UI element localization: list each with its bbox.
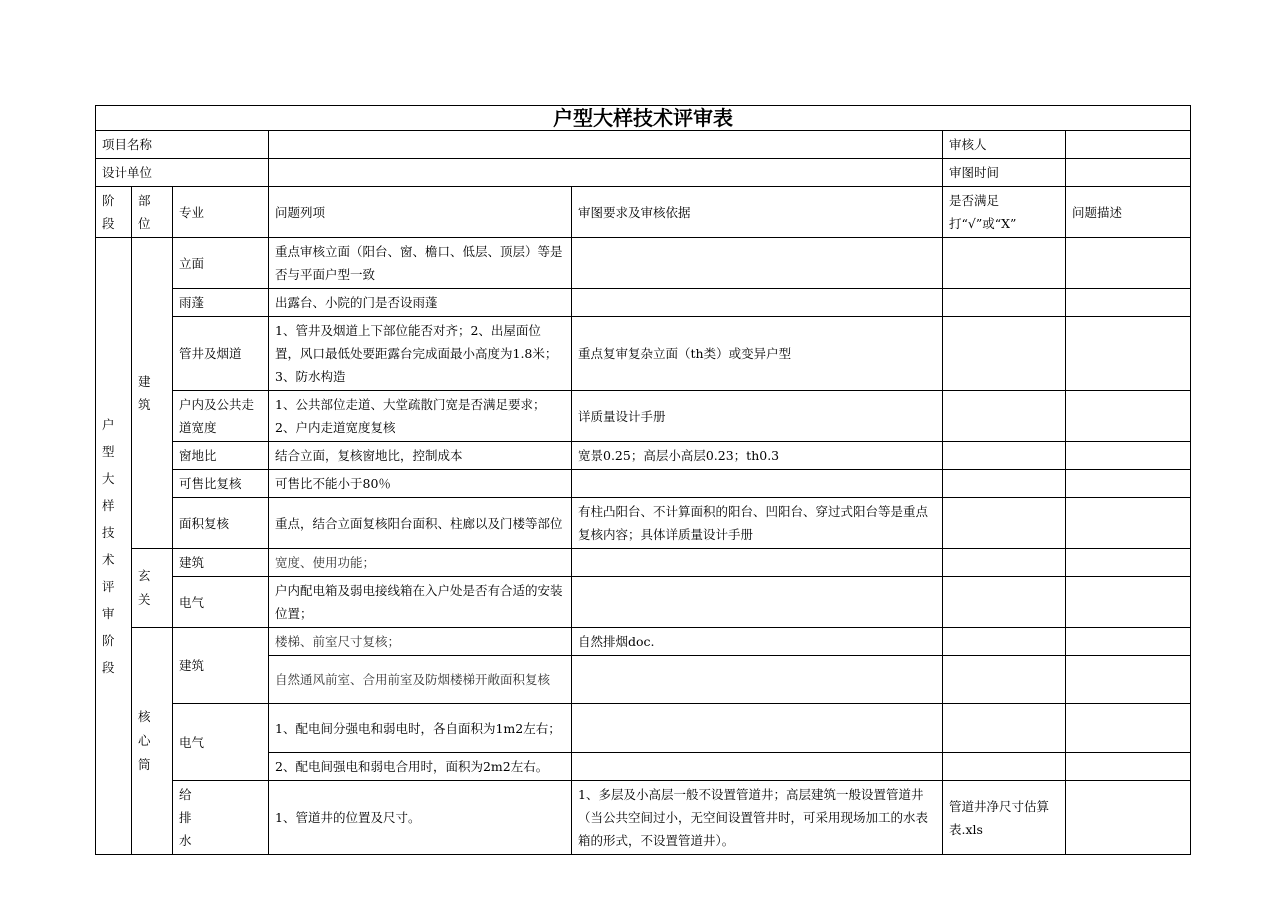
group-core-text: 核心筒	[138, 709, 151, 772]
discipline-entrance-arch: 建筑	[173, 549, 269, 577]
review-time-field[interactable]	[1066, 159, 1191, 187]
discipline-core-elec: 电气	[173, 704, 269, 781]
description-saleable[interactable]	[1066, 470, 1191, 498]
review-table	[95, 105, 1191, 855]
header-issues: 问题列项	[269, 187, 572, 238]
discipline-core-plumb	[173, 781, 269, 855]
header-part	[132, 187, 173, 238]
header-description: 问题描述	[1066, 187, 1191, 238]
header-discipline: 专业	[173, 187, 269, 238]
description-shaft[interactable]	[1066, 317, 1191, 391]
issue-window-ratio: 结合立面，复核窗地比，控制成本	[269, 442, 572, 470]
stage-cell	[96, 238, 132, 855]
requirement-canopy	[572, 289, 943, 317]
description-elevation[interactable]	[1066, 238, 1191, 289]
issue-core-elec-2: 2、配电间强电和弱电合用时，面积为2m2左右。	[269, 753, 572, 781]
discipline-core-arch: 建筑	[173, 628, 269, 704]
requirement-core-plumb: 1、多层及小高层一般不设置管道井；高层建筑一般设置管道井（当公共空间过小，无空间设置管井时，可采用现场加工的水表箱的形式，不设置管道井）。	[572, 781, 943, 855]
satisfied-saleable[interactable]	[943, 470, 1066, 498]
issue-core-plumb: 1、管道井的位置及尺寸。	[269, 781, 572, 855]
satisfied-core-elec-1[interactable]	[943, 704, 1066, 753]
satisfied-canopy[interactable]	[943, 289, 1066, 317]
design-unit-field[interactable]	[269, 159, 943, 187]
header-requirements: 审图要求及审核依据	[572, 187, 943, 238]
group-architecture-text: 建筑	[138, 374, 151, 412]
group-core	[132, 628, 173, 855]
project-name-label: 项目名称	[96, 131, 269, 159]
requirement-core-arch-1[interactable]: 自然排烟doc.	[572, 628, 943, 656]
discipline-window-ratio: 窗地比	[173, 442, 269, 470]
satisfied-window-ratio[interactable]	[943, 442, 1066, 470]
discipline-area: 面积复核	[173, 498, 269, 549]
description-entrance-elec[interactable]	[1066, 577, 1191, 628]
issue-shaft: 1、管井及烟道上下部位能否对齐；2、出屋面位置，风口最低处要距露台完成面最小高度为1.8米；3、防水构造	[269, 317, 572, 391]
stage-text: 户型大样技术评审阶段	[102, 417, 115, 675]
header-satisfied-line1: 是否满足	[949, 193, 1000, 208]
group-entrance-text: 玄关	[138, 568, 151, 607]
issue-area: 重点，结合立面复核阳台面积、柱廊以及门楼等部位	[269, 498, 572, 549]
header-stage	[96, 187, 132, 238]
requirement-core-elec-2	[572, 753, 943, 781]
discipline-canopy: 雨蓬	[173, 289, 269, 317]
description-core-elec-1[interactable]	[1066, 704, 1191, 753]
satisfied-core-plumb-attachment[interactable]: 管道井净尺寸估算表.xls	[943, 781, 1066, 855]
reviewer-label: 审核人	[943, 131, 1066, 159]
requirement-window-ratio: 宽景0.25；高层小高层0.23；th0.3	[572, 442, 943, 470]
discipline-saleable: 可售比复核	[173, 470, 269, 498]
satisfied-elevation[interactable]	[943, 238, 1066, 289]
description-window-ratio[interactable]	[1066, 442, 1191, 470]
discipline-entrance-elec: 电气	[173, 577, 269, 628]
description-canopy[interactable]	[1066, 289, 1191, 317]
description-core-plumb[interactable]	[1066, 781, 1191, 855]
description-core-elec-2[interactable]	[1066, 753, 1191, 781]
issue-core-elec-1: 1、配电间分强电和弱电时，各自面积为1m2左右；	[269, 704, 572, 753]
satisfied-area[interactable]	[943, 498, 1066, 549]
issue-entrance-arch: 宽度、使用功能；	[269, 549, 572, 577]
satisfied-entrance-arch[interactable]	[943, 549, 1066, 577]
requirement-area: 有柱凸阳台、不计算面积的阳台、凹阳台、穿过式阳台等是重点复核内容；具体详质量设计手册	[572, 498, 943, 549]
group-architecture	[132, 238, 173, 549]
discipline-core-plumb-text: 给排水	[179, 787, 192, 848]
requirement-entrance-arch	[572, 549, 943, 577]
satisfied-entrance-elec[interactable]	[943, 577, 1066, 628]
description-area[interactable]	[1066, 498, 1191, 549]
discipline-corridor: 户内及公共走道宽度	[173, 391, 269, 442]
issue-elevation: 重点审核立面（阳台、窗、檐口、低层、顶层）等是否与平面户型一致	[269, 238, 572, 289]
requirement-entrance-elec	[572, 577, 943, 628]
satisfied-core-arch-1[interactable]	[943, 628, 1066, 656]
requirement-elevation	[572, 238, 943, 289]
page-title: 户型大样技术评审表	[96, 106, 1191, 131]
satisfied-core-arch-2[interactable]	[943, 656, 1066, 704]
discipline-shaft: 管井及烟道	[173, 317, 269, 391]
issue-saleable: 可售比不能小于80％	[269, 470, 572, 498]
requirement-shaft: 重点复审复杂立面（th类）或变异户型	[572, 317, 943, 391]
header-satisfied	[943, 187, 1066, 238]
requirement-core-arch-2	[572, 656, 943, 704]
design-unit-label: 设计单位	[96, 159, 269, 187]
description-core-arch-1[interactable]	[1066, 628, 1191, 656]
description-core-arch-2[interactable]	[1066, 656, 1191, 704]
group-entrance	[132, 549, 173, 628]
requirement-corridor: 详质量设计手册	[572, 391, 943, 442]
requirement-saleable	[572, 470, 943, 498]
satisfied-shaft[interactable]	[943, 317, 1066, 391]
project-name-field[interactable]	[269, 131, 943, 159]
issue-corridor: 1、公共部位走道、大堂疏散门宽是否满足要求；2、户内走道宽度复核	[269, 391, 572, 442]
satisfied-core-elec-2[interactable]	[943, 753, 1066, 781]
issue-core-arch-1: 楼梯、前室尺寸复核；	[269, 628, 572, 656]
requirement-core-elec-1	[572, 704, 943, 753]
satisfied-corridor[interactable]	[943, 391, 1066, 442]
header-satisfied-line2: 打“√”或“X”	[949, 216, 1017, 231]
issue-core-arch-2: 自然通风前室、合用前室及防烟楼梯开敞面积复核	[269, 656, 572, 704]
issue-canopy: 出露台、小院的门是否设雨蓬	[269, 289, 572, 317]
header-stage-text: 阶段	[102, 193, 115, 231]
header-part-text: 部位	[138, 193, 151, 231]
description-corridor[interactable]	[1066, 391, 1191, 442]
issue-entrance-elec: 户内配电箱及弱电接线箱在入户处是否有合适的安装位置；	[269, 577, 572, 628]
description-entrance-arch[interactable]	[1066, 549, 1191, 577]
reviewer-field[interactable]	[1066, 131, 1191, 159]
discipline-elevation: 立面	[173, 238, 269, 289]
review-time-label: 审图时间	[943, 159, 1066, 187]
